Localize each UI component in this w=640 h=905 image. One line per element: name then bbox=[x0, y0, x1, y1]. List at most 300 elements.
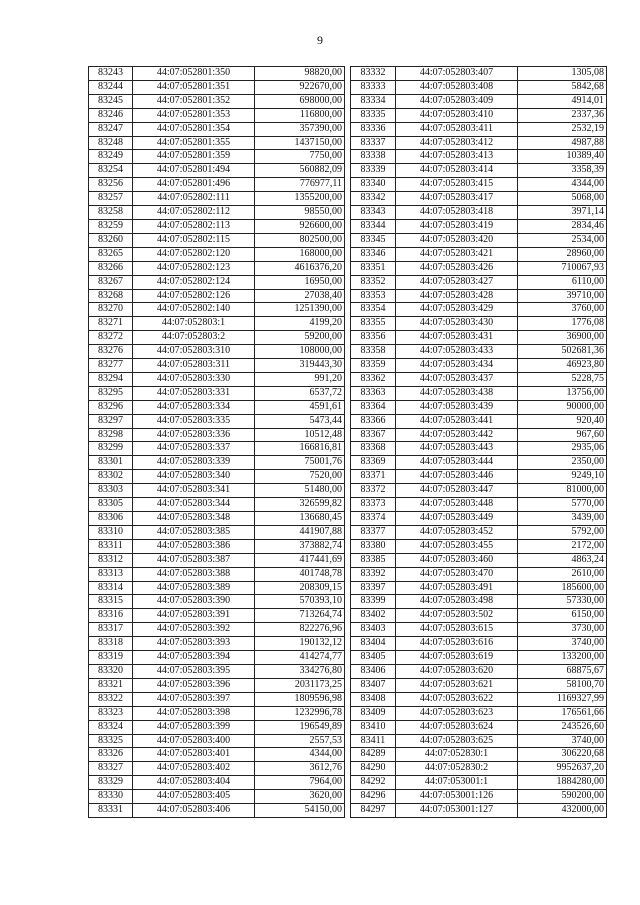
cadastral-number-cell: 44:07:052803:390 bbox=[133, 595, 255, 609]
cadastral-number-cell: 44:07:052802:112 bbox=[133, 206, 255, 220]
cadastral-number-cell: 44:07:052803:335 bbox=[133, 414, 255, 428]
value-cell: 5473,44 bbox=[255, 414, 345, 428]
table-row bbox=[89, 595, 345, 609]
cadastral-number-cell: 44:07:052803:2 bbox=[133, 331, 255, 345]
table-row bbox=[351, 122, 607, 136]
value-cell: 776977,11 bbox=[255, 178, 345, 192]
value-cell: 7964,00 bbox=[255, 776, 345, 790]
cadastral-number-cell: 44:07:052830:1 bbox=[396, 748, 518, 762]
table-row bbox=[89, 400, 345, 414]
value-cell: 2834,46 bbox=[518, 219, 607, 233]
row-id-cell: 83319 bbox=[89, 651, 133, 665]
row-id-cell: 83410 bbox=[351, 720, 396, 734]
row-id-cell: 83272 bbox=[89, 331, 133, 345]
cadastral-number-cell: 44:07:052803:455 bbox=[396, 539, 518, 553]
value-cell: 417441,69 bbox=[255, 553, 345, 567]
row-id-cell: 83303 bbox=[89, 484, 133, 498]
table-row bbox=[89, 233, 345, 247]
row-id-cell: 83385 bbox=[351, 553, 396, 567]
value-cell: 1355200,00 bbox=[255, 192, 345, 206]
value-cell: 10512,48 bbox=[255, 428, 345, 442]
row-id-cell: 83344 bbox=[351, 219, 396, 233]
cadastral-number-cell: 44:07:052803:624 bbox=[396, 720, 518, 734]
table-row bbox=[89, 525, 345, 539]
table-row bbox=[351, 428, 607, 442]
value-cell: 3740,00 bbox=[518, 734, 607, 748]
value-cell: 334276,80 bbox=[255, 664, 345, 678]
row-id-cell: 83258 bbox=[89, 206, 133, 220]
row-id-cell: 83248 bbox=[89, 136, 133, 150]
row-id-cell: 83372 bbox=[351, 484, 396, 498]
value-cell: 28960,00 bbox=[518, 247, 607, 261]
row-id-cell: 83270 bbox=[89, 303, 133, 317]
value-cell: 2031173,25 bbox=[255, 678, 345, 692]
table-row bbox=[351, 164, 607, 178]
row-id-cell: 83351 bbox=[351, 261, 396, 275]
row-id-cell: 83276 bbox=[89, 345, 133, 359]
row-id-cell: 83249 bbox=[89, 150, 133, 164]
table-row bbox=[89, 456, 345, 470]
cadastral-number-cell: 44:07:052803:615 bbox=[396, 623, 518, 637]
row-id-cell: 83342 bbox=[351, 192, 396, 206]
cadastral-number-cell: 44:07:052803:414 bbox=[396, 164, 518, 178]
cadastral-number-cell: 44:07:052803:442 bbox=[396, 428, 518, 442]
value-cell: 922670,00 bbox=[255, 80, 345, 94]
row-id-cell: 83343 bbox=[351, 206, 396, 220]
value-cell: 502681,36 bbox=[518, 345, 607, 359]
cadastral-number-cell: 44:07:052803:428 bbox=[396, 289, 518, 303]
value-cell: 822276,96 bbox=[255, 623, 345, 637]
row-id-cell: 83243 bbox=[89, 67, 133, 81]
value-cell: 5228,75 bbox=[518, 372, 607, 386]
cadastral-number-cell: 44:07:052803:387 bbox=[133, 553, 255, 567]
table-row bbox=[351, 470, 607, 484]
table-row bbox=[89, 748, 345, 762]
table-row bbox=[89, 261, 345, 275]
value-cell: 5068,00 bbox=[518, 192, 607, 206]
value-cell: 3760,00 bbox=[518, 303, 607, 317]
value-cell: 432000,00 bbox=[518, 804, 607, 818]
cadastral-number-cell: 44:07:052803:339 bbox=[133, 456, 255, 470]
row-id-cell: 83332 bbox=[351, 67, 396, 81]
row-id-cell: 83406 bbox=[351, 664, 396, 678]
table-row bbox=[89, 678, 345, 692]
table-row bbox=[351, 219, 607, 233]
value-cell: 1251390,00 bbox=[255, 303, 345, 317]
right-table-body bbox=[351, 67, 607, 818]
row-id-cell: 84296 bbox=[351, 790, 396, 804]
value-cell: 1809596,98 bbox=[255, 692, 345, 706]
row-id-cell: 83322 bbox=[89, 692, 133, 706]
row-id-cell: 83316 bbox=[89, 609, 133, 623]
page-number: 9 bbox=[317, 33, 323, 47]
value-cell: 1776,08 bbox=[518, 317, 607, 331]
value-cell: 3439,00 bbox=[518, 512, 607, 526]
cadastral-number-cell: 44:07:052803:625 bbox=[396, 734, 518, 748]
cadastral-number-cell: 44:07:052801:350 bbox=[133, 67, 255, 81]
value-cell: 16950,00 bbox=[255, 275, 345, 289]
cadastral-number-cell: 44:07:052803:396 bbox=[133, 678, 255, 692]
cadastral-number-cell: 44:07:052803:348 bbox=[133, 512, 255, 526]
row-id-cell: 84297 bbox=[351, 804, 396, 818]
value-cell: 176561,66 bbox=[518, 706, 607, 720]
table-row bbox=[89, 303, 345, 317]
table-row bbox=[351, 498, 607, 512]
value-cell: 39710,00 bbox=[518, 289, 607, 303]
table-row bbox=[89, 275, 345, 289]
table-row bbox=[351, 275, 607, 289]
cadastral-number-cell: 44:07:052803:411 bbox=[396, 122, 518, 136]
row-id-cell: 83397 bbox=[351, 581, 396, 595]
cadastral-number-cell: 44:07:052803:437 bbox=[396, 372, 518, 386]
table-row bbox=[351, 484, 607, 498]
row-id-cell: 83359 bbox=[351, 359, 396, 373]
value-cell: 1169327,99 bbox=[518, 692, 607, 706]
cadastral-number-cell: 44:07:052802:115 bbox=[133, 233, 255, 247]
value-cell: 710067,93 bbox=[518, 261, 607, 275]
table-row bbox=[89, 122, 345, 136]
value-cell: 2610,00 bbox=[518, 567, 607, 581]
table-row bbox=[89, 692, 345, 706]
cadastral-number-cell: 44:07:052803:620 bbox=[396, 664, 518, 678]
cadastral-number-cell: 44:07:052801:351 bbox=[133, 80, 255, 94]
cadastral-number-cell: 44:07:052803:331 bbox=[133, 386, 255, 400]
cadastral-number-cell: 44:07:052803:412 bbox=[396, 136, 518, 150]
table-row bbox=[89, 136, 345, 150]
cadastral-number-cell: 44:07:052803:393 bbox=[133, 637, 255, 651]
value-cell: 4616376,20 bbox=[255, 261, 345, 275]
row-id-cell: 83256 bbox=[89, 178, 133, 192]
cadastral-number-cell: 44:07:052802:113 bbox=[133, 219, 255, 233]
table-row bbox=[351, 317, 607, 331]
right-data-table bbox=[350, 66, 607, 818]
table-row bbox=[89, 67, 345, 81]
table-row bbox=[89, 219, 345, 233]
table-row bbox=[89, 372, 345, 386]
value-cell: 9952637,20 bbox=[518, 762, 607, 776]
row-id-cell: 83299 bbox=[89, 442, 133, 456]
cadastral-number-cell: 44:07:052803:407 bbox=[396, 67, 518, 81]
value-cell: 133200,00 bbox=[518, 651, 607, 665]
table-row bbox=[89, 734, 345, 748]
table-row bbox=[89, 108, 345, 122]
row-id-cell: 83329 bbox=[89, 776, 133, 790]
cadastral-number-cell: 44:07:052803:406 bbox=[133, 804, 255, 818]
table-row bbox=[89, 581, 345, 595]
row-id-cell: 83364 bbox=[351, 400, 396, 414]
value-cell: 991,20 bbox=[255, 372, 345, 386]
row-id-cell: 83405 bbox=[351, 651, 396, 665]
cadastral-number-cell: 44:07:052803:443 bbox=[396, 442, 518, 456]
value-cell: 58100,70 bbox=[518, 678, 607, 692]
cadastral-number-cell: 44:07:052803:344 bbox=[133, 498, 255, 512]
table-row bbox=[351, 776, 607, 790]
cadastral-number-cell: 44:07:052803:452 bbox=[396, 525, 518, 539]
cadastral-number-cell: 44:07:052802:126 bbox=[133, 289, 255, 303]
cadastral-number-cell: 44:07:052803:340 bbox=[133, 470, 255, 484]
value-cell: 357390,00 bbox=[255, 122, 345, 136]
cadastral-number-cell: 44:07:052803:418 bbox=[396, 206, 518, 220]
cadastral-number-cell: 44:07:052803:392 bbox=[133, 623, 255, 637]
value-cell: 168000,00 bbox=[255, 247, 345, 261]
cadastral-number-cell: 44:07:052802:124 bbox=[133, 275, 255, 289]
cadastral-number-cell: 44:07:052803:447 bbox=[396, 484, 518, 498]
row-id-cell: 83266 bbox=[89, 261, 133, 275]
cadastral-number-cell: 44:07:052801:496 bbox=[133, 178, 255, 192]
table-row bbox=[351, 331, 607, 345]
table-row bbox=[351, 372, 607, 386]
table-row bbox=[351, 136, 607, 150]
row-id-cell: 83271 bbox=[89, 317, 133, 331]
cadastral-number-cell: 44:07:052803:385 bbox=[133, 525, 255, 539]
value-cell: 3730,00 bbox=[518, 623, 607, 637]
row-id-cell: 83310 bbox=[89, 525, 133, 539]
row-id-cell: 83369 bbox=[351, 456, 396, 470]
cadastral-number-cell: 44:07:052803:405 bbox=[133, 790, 255, 804]
table-row bbox=[89, 637, 345, 651]
table-row bbox=[351, 609, 607, 623]
cadastral-number-cell: 44:07:052803:460 bbox=[396, 553, 518, 567]
table-row bbox=[351, 289, 607, 303]
table-row bbox=[89, 317, 345, 331]
cadastral-number-cell: 44:07:052803:470 bbox=[396, 567, 518, 581]
table-row bbox=[89, 567, 345, 581]
table-row bbox=[351, 748, 607, 762]
value-cell: 51480,00 bbox=[255, 484, 345, 498]
value-cell: 75001,76 bbox=[255, 456, 345, 470]
value-cell: 208309,15 bbox=[255, 581, 345, 595]
row-id-cell: 83345 bbox=[351, 233, 396, 247]
table-row bbox=[89, 359, 345, 373]
row-id-cell: 83392 bbox=[351, 567, 396, 581]
table-row bbox=[351, 67, 607, 81]
cadastral-number-cell: 44:07:052803:391 bbox=[133, 609, 255, 623]
value-cell: 713264,74 bbox=[255, 609, 345, 623]
table-row bbox=[351, 651, 607, 665]
row-id-cell: 83320 bbox=[89, 664, 133, 678]
table-row bbox=[351, 637, 607, 651]
row-id-cell: 83302 bbox=[89, 470, 133, 484]
value-cell: 90000,00 bbox=[518, 400, 607, 414]
cadastral-number-cell: 44:07:052803:622 bbox=[396, 692, 518, 706]
table-row bbox=[89, 553, 345, 567]
table-row bbox=[351, 581, 607, 595]
row-id-cell: 83362 bbox=[351, 372, 396, 386]
table-row bbox=[89, 720, 345, 734]
cadastral-number-cell: 44:07:052803:394 bbox=[133, 651, 255, 665]
table-row bbox=[89, 498, 345, 512]
cadastral-number-cell: 44:07:052803:417 bbox=[396, 192, 518, 206]
value-cell: 4591,61 bbox=[255, 400, 345, 414]
table-row bbox=[351, 539, 607, 553]
table-row bbox=[351, 595, 607, 609]
row-id-cell: 83377 bbox=[351, 525, 396, 539]
cadastral-number-cell: 44:07:052803:431 bbox=[396, 331, 518, 345]
value-cell: 5792,00 bbox=[518, 525, 607, 539]
value-cell: 5770,00 bbox=[518, 498, 607, 512]
value-cell: 319443,30 bbox=[255, 359, 345, 373]
table-row bbox=[351, 178, 607, 192]
value-cell: 6110,00 bbox=[518, 275, 607, 289]
table-row bbox=[351, 692, 607, 706]
value-cell: 4344,00 bbox=[518, 178, 607, 192]
value-cell: 98550,00 bbox=[255, 206, 345, 220]
row-id-cell: 83277 bbox=[89, 359, 133, 373]
table-row bbox=[89, 470, 345, 484]
table-row bbox=[89, 414, 345, 428]
cadastral-number-cell: 44:07:052803:502 bbox=[396, 609, 518, 623]
row-id-cell: 83268 bbox=[89, 289, 133, 303]
cadastral-number-cell: 44:07:052803:388 bbox=[133, 567, 255, 581]
table-row bbox=[351, 359, 607, 373]
table-row bbox=[351, 664, 607, 678]
table-row bbox=[351, 456, 607, 470]
cadastral-number-cell: 44:07:052803:433 bbox=[396, 345, 518, 359]
value-cell: 68875,67 bbox=[518, 664, 607, 678]
row-id-cell: 83363 bbox=[351, 386, 396, 400]
table-row bbox=[89, 804, 345, 818]
row-id-cell: 83311 bbox=[89, 539, 133, 553]
table-row bbox=[351, 247, 607, 261]
table-row bbox=[351, 414, 607, 428]
cadastral-number-cell: 44:07:052803:415 bbox=[396, 178, 518, 192]
row-id-cell: 83367 bbox=[351, 428, 396, 442]
table-row bbox=[89, 442, 345, 456]
table-row bbox=[89, 428, 345, 442]
table-row bbox=[89, 623, 345, 637]
table-row bbox=[351, 734, 607, 748]
row-id-cell: 83346 bbox=[351, 247, 396, 261]
table-row bbox=[351, 386, 607, 400]
row-id-cell: 83353 bbox=[351, 289, 396, 303]
value-cell: 4199,20 bbox=[255, 317, 345, 331]
cadastral-number-cell: 44:07:052803:395 bbox=[133, 664, 255, 678]
row-id-cell: 84289 bbox=[351, 748, 396, 762]
value-cell: 2935,06 bbox=[518, 442, 607, 456]
table-row bbox=[351, 762, 607, 776]
cadastral-number-cell: 44:07:053001:1 bbox=[396, 776, 518, 790]
row-id-cell: 83305 bbox=[89, 498, 133, 512]
row-id-cell: 83327 bbox=[89, 762, 133, 776]
row-id-cell: 84290 bbox=[351, 762, 396, 776]
value-cell: 6150,00 bbox=[518, 609, 607, 623]
row-id-cell: 83245 bbox=[89, 94, 133, 108]
value-cell: 1305,08 bbox=[518, 67, 607, 81]
row-id-cell: 83407 bbox=[351, 678, 396, 692]
value-cell: 7750,00 bbox=[255, 150, 345, 164]
cadastral-number-cell: 44:07:052803:389 bbox=[133, 581, 255, 595]
row-id-cell: 83371 bbox=[351, 470, 396, 484]
row-id-cell: 83247 bbox=[89, 122, 133, 136]
row-id-cell: 83339 bbox=[351, 164, 396, 178]
value-cell: 4914,01 bbox=[518, 94, 607, 108]
row-id-cell: 83403 bbox=[351, 623, 396, 637]
value-cell: 570393,10 bbox=[255, 595, 345, 609]
cadastral-number-cell: 44:07:052803:334 bbox=[133, 400, 255, 414]
cadastral-number-cell: 44:07:053001:127 bbox=[396, 804, 518, 818]
row-id-cell: 83306 bbox=[89, 512, 133, 526]
cadastral-number-cell: 44:07:052803:421 bbox=[396, 247, 518, 261]
cadastral-number-cell: 44:07:052802:123 bbox=[133, 261, 255, 275]
cadastral-number-cell: 44:07:052803:341 bbox=[133, 484, 255, 498]
cadastral-number-cell: 44:07:052803:401 bbox=[133, 748, 255, 762]
cadastral-number-cell: 44:07:052801:353 bbox=[133, 108, 255, 122]
cadastral-number-cell: 44:07:052801:355 bbox=[133, 136, 255, 150]
value-cell: 7520,00 bbox=[255, 470, 345, 484]
value-cell: 190132,12 bbox=[255, 637, 345, 651]
value-cell: 108000,00 bbox=[255, 345, 345, 359]
table-row bbox=[89, 664, 345, 678]
row-id-cell: 83296 bbox=[89, 400, 133, 414]
table-row bbox=[351, 525, 607, 539]
cadastral-number-cell: 44:07:052803:397 bbox=[133, 692, 255, 706]
value-cell: 196549,89 bbox=[255, 720, 345, 734]
row-id-cell: 83352 bbox=[351, 275, 396, 289]
value-cell: 9249,10 bbox=[518, 470, 607, 484]
row-id-cell: 83260 bbox=[89, 233, 133, 247]
cadastral-number-cell: 44:07:052803:498 bbox=[396, 595, 518, 609]
value-cell: 2172,00 bbox=[518, 539, 607, 553]
row-id-cell: 83408 bbox=[351, 692, 396, 706]
table-row bbox=[351, 233, 607, 247]
table-row bbox=[351, 623, 607, 637]
table-row bbox=[351, 261, 607, 275]
row-id-cell: 83354 bbox=[351, 303, 396, 317]
value-cell: 401748,78 bbox=[255, 567, 345, 581]
table-row bbox=[351, 553, 607, 567]
row-id-cell: 83404 bbox=[351, 637, 396, 651]
value-cell: 2337,36 bbox=[518, 108, 607, 122]
value-cell: 116800,00 bbox=[255, 108, 345, 122]
value-cell: 136680,45 bbox=[255, 512, 345, 526]
table-row bbox=[351, 206, 607, 220]
row-id-cell: 83368 bbox=[351, 442, 396, 456]
table-row bbox=[351, 400, 607, 414]
cadastral-number-cell: 44:07:052803:419 bbox=[396, 219, 518, 233]
value-cell: 166816,81 bbox=[255, 442, 345, 456]
cadastral-number-cell: 44:07:052802:111 bbox=[133, 192, 255, 206]
row-id-cell: 83411 bbox=[351, 734, 396, 748]
row-id-cell: 83267 bbox=[89, 275, 133, 289]
value-cell: 54150,00 bbox=[255, 804, 345, 818]
value-cell: 802500,00 bbox=[255, 233, 345, 247]
cadastral-number-cell: 44:07:052803:491 bbox=[396, 581, 518, 595]
cadastral-number-cell: 44:07:052802:120 bbox=[133, 247, 255, 261]
value-cell: 2532,19 bbox=[518, 122, 607, 136]
cadastral-number-cell: 44:07:052803:311 bbox=[133, 359, 255, 373]
row-id-cell: 83402 bbox=[351, 609, 396, 623]
table-row bbox=[351, 150, 607, 164]
table-row bbox=[351, 80, 607, 94]
value-cell: 10389,40 bbox=[518, 150, 607, 164]
cadastral-number-cell: 44:07:052803:448 bbox=[396, 498, 518, 512]
cadastral-number-cell: 44:07:052801:359 bbox=[133, 150, 255, 164]
table-row bbox=[89, 192, 345, 206]
value-cell: 3358,39 bbox=[518, 164, 607, 178]
table-row bbox=[351, 678, 607, 692]
table-row bbox=[89, 762, 345, 776]
row-id-cell: 83314 bbox=[89, 581, 133, 595]
table-row bbox=[351, 192, 607, 206]
cadastral-number-cell: 44:07:052803:398 bbox=[133, 706, 255, 720]
left-data-table bbox=[88, 66, 345, 818]
value-cell: 1437150,00 bbox=[255, 136, 345, 150]
row-id-cell: 83331 bbox=[89, 804, 133, 818]
cadastral-number-cell: 44:07:052801:494 bbox=[133, 164, 255, 178]
cadastral-number-cell: 44:07:052801:352 bbox=[133, 94, 255, 108]
value-cell: 3740,00 bbox=[518, 637, 607, 651]
row-id-cell: 83313 bbox=[89, 567, 133, 581]
